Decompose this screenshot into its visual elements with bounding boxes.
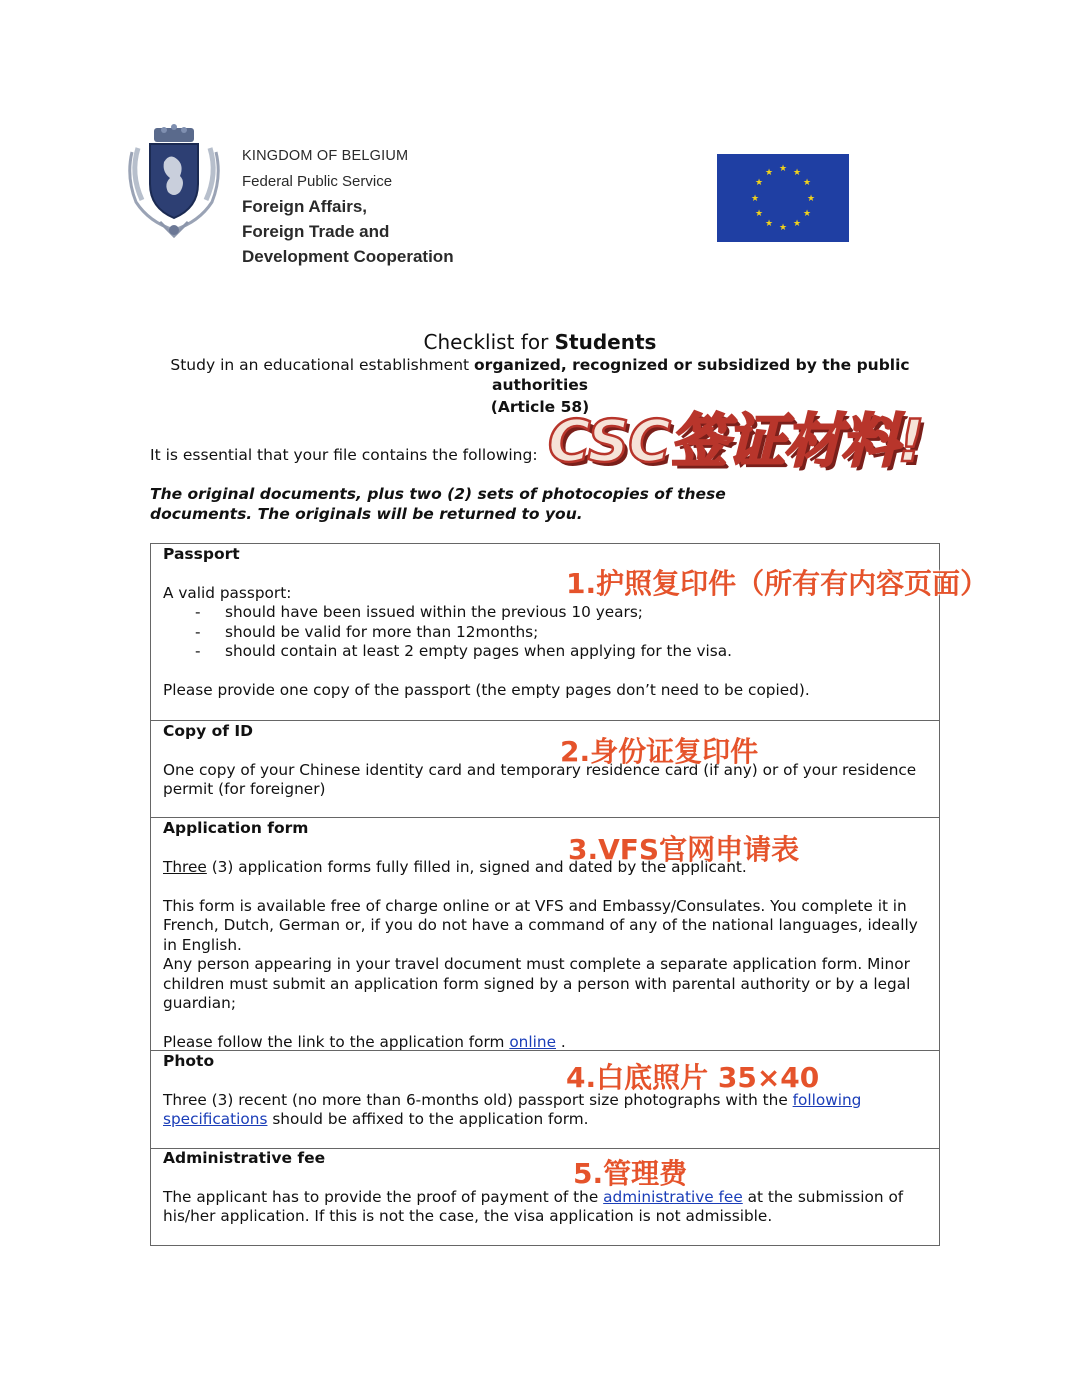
list-item: - should have been issued within the previous 10 years; — [195, 603, 643, 621]
section-divider — [151, 817, 939, 818]
section-administrative-fee — [163, 1149, 931, 1227]
ministry-line-service: Federal Public Service — [242, 173, 393, 190]
annotation-id-copy: 2.身份证复印件 — [560, 735, 759, 768]
svg-text:★: ★ — [778, 223, 788, 233]
online-link[interactable]: online — [509, 1033, 556, 1051]
passport-requirements — [163, 603, 931, 662]
originals-note: The original documents, plus two (2) sets of photocopies of these documents. The originals will be returned to you. — [150, 485, 726, 523]
svg-text:★: ★ — [802, 209, 812, 219]
list-item: - should be valid for more than 12months; — [195, 622, 539, 641]
svg-text:★: ★ — [750, 194, 760, 204]
ministry-line-foreign-trade: Foreign Trade and — [242, 222, 390, 241]
application-form-separate: Any person appearing in your travel document must complete a separate application form. Minor children must submit an application form signed by a person with parental authority or by a legal guardian; — [163, 955, 911, 1012]
intro-text: It is essential that your file contains the following: — [150, 446, 538, 464]
ministry-line-development: Development Cooperation — [242, 247, 454, 266]
svg-text:★: ★ — [792, 168, 802, 178]
application-form-line: Three (3) application forms fully filled in, signed and dated by the applicant. — [163, 857, 747, 876]
svg-text:★: ★ — [778, 164, 788, 174]
passport-note: Please provide one copy of the passport (the empty pages don’t need to be copied). — [163, 681, 810, 699]
page-title — [0, 330, 1080, 354]
annotation-passport: 1.护照复印件（所有有内容页面） — [566, 567, 989, 600]
section-heading: Administrative fee — [163, 1149, 326, 1167]
checklist-table — [150, 543, 940, 1246]
annotation-fee: 5.管理费 — [573, 1157, 688, 1190]
passport-lead: A valid passport: — [163, 583, 292, 602]
annotation-photo: 4.白底照片 35×40 — [566, 1061, 820, 1094]
ministry-line-foreign-affairs: Foreign Affairs, — [242, 197, 367, 216]
subtitle-normal: Study in an educational establishment — [170, 356, 470, 374]
svg-text:★: ★ — [764, 219, 774, 229]
application-form-follow: Please follow the link to the application form online . — [163, 1033, 566, 1051]
section-heading: Passport — [163, 545, 240, 563]
section-divider — [151, 720, 939, 721]
title-prefix: Checklist for — [423, 330, 549, 354]
article-reference: (Article 58) — [490, 398, 590, 416]
section-application-form — [163, 819, 931, 1053]
svg-text:★: ★ — [764, 168, 774, 178]
svg-text:★: ★ — [754, 178, 764, 188]
list-item: - should contain at least 2 empty pages when applying for the visa. — [195, 642, 733, 660]
ministry-name-block — [242, 144, 454, 269]
belgium-coat-of-arms-icon — [124, 122, 224, 240]
subtitle-bold: organized, recognized or subsidized by the public authorities — [474, 356, 910, 394]
fee-text: The applicant has to provide the proof of payment of the administrative fee at the submission of his/her application. If this is not the case, the visa application is not admissible. — [163, 1187, 904, 1225]
ministry-line-kingdom: KINGDOM OF BELGIUM — [242, 148, 409, 164]
annotation-application-form: 3.VFS官网申请表 — [568, 833, 800, 866]
three-link[interactable]: Three — [163, 857, 207, 876]
section-id-copy — [163, 722, 931, 800]
section-heading: Photo — [163, 1052, 215, 1070]
eu-flag-icon — [717, 154, 849, 242]
section-heading: Application form — [163, 819, 309, 837]
svg-text:★: ★ — [802, 178, 812, 188]
section-heading: Copy of ID — [163, 722, 254, 740]
administrative-fee-link[interactable]: administrative fee — [603, 1187, 743, 1206]
id-copy-text: One copy of your Chinese identity card and temporary residence card (if any) or of your residence permit (for foreigner) — [163, 760, 917, 798]
title-emphasis: Students — [554, 330, 657, 354]
csc-visa-materials-stamp: CSC签证材料! — [548, 407, 924, 475]
page-subtitle — [150, 356, 930, 395]
svg-text:★: ★ — [754, 209, 764, 219]
svg-text:★: ★ — [806, 194, 816, 204]
svg-text:★: ★ — [792, 219, 802, 229]
application-form-availability: This form is available free of charge online or at VFS and Embassy/Consulates. You complete it in French, Dutch, German or, if you do not have a command of any of the national languages, ideally in English. — [163, 896, 918, 954]
photo-text: Three (3) recent (no more than 6-months old) passport size photographs with the following specifications should be affixed to the application form. — [163, 1090, 862, 1128]
following-specifications-link[interactable]: following specifications — [163, 1090, 862, 1128]
